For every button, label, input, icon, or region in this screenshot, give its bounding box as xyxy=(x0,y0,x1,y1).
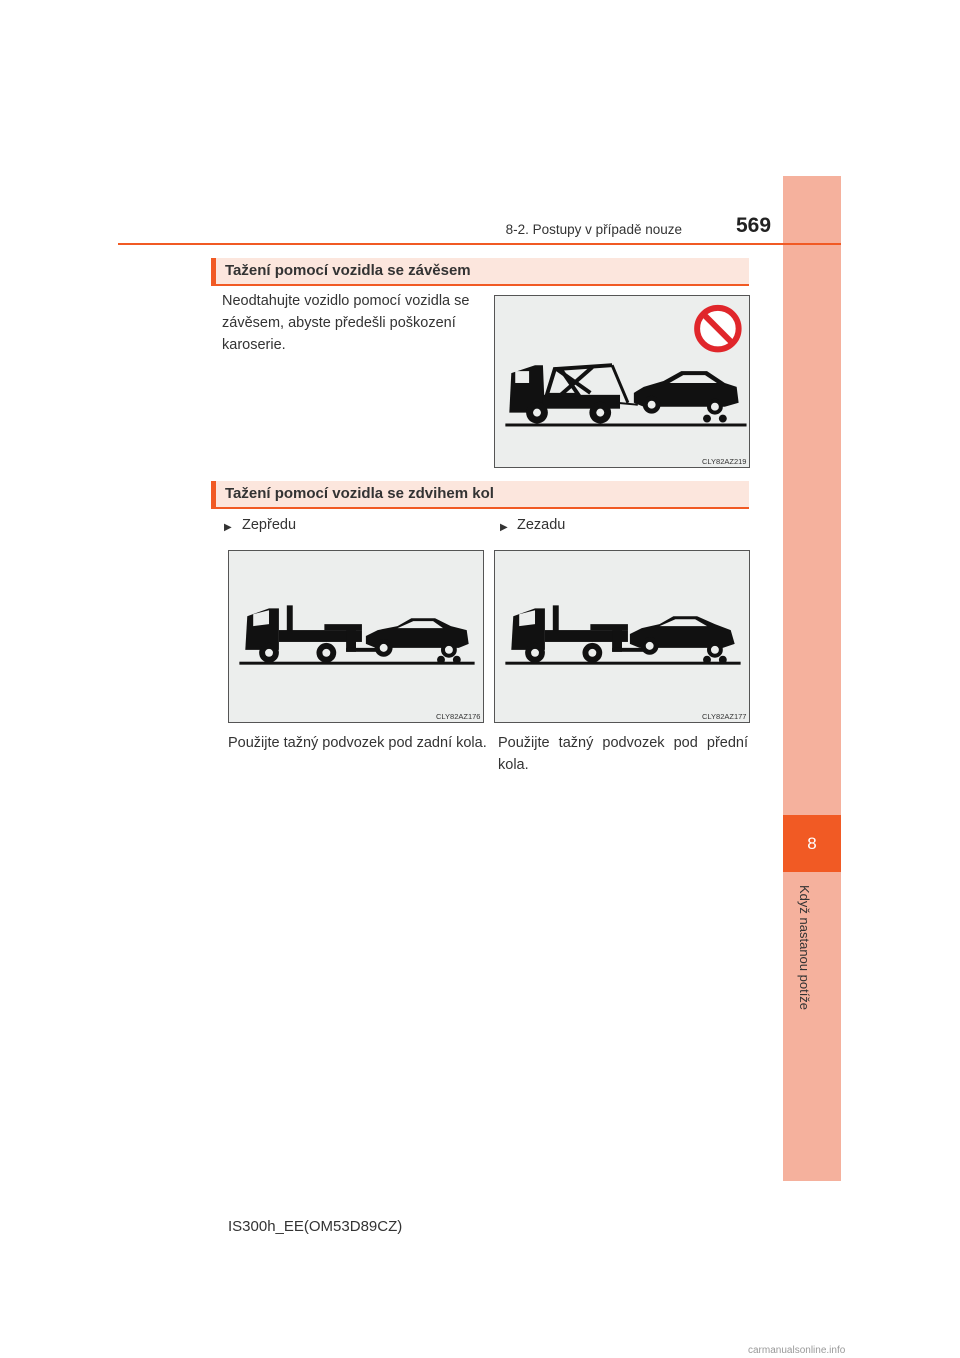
sedan-car-icon xyxy=(366,618,469,663)
sublabel-rear: Zezadu xyxy=(517,517,566,533)
arrow-right-icon: ▶ xyxy=(500,522,508,533)
header-section-title: 8-2. Postupy v případě nouze xyxy=(505,222,682,237)
chapter-title: Když nastanou potíže xyxy=(797,885,812,1011)
page-number: 569 xyxy=(736,214,772,237)
figure-code: CLY82AZ176 xyxy=(436,712,481,721)
wheel-lift-rear-illustration xyxy=(495,551,749,722)
caption-front: Použijte tažný podvozek pod zadní kola. xyxy=(228,735,487,751)
section-text-tow-sling: Neodtahujte vozidlo pomocí vozidla se závěsem, abyste předešli poškození karoserie. xyxy=(222,293,470,353)
wheel-lift-front-illustration xyxy=(229,551,483,722)
tow-truck-icon xyxy=(509,365,637,423)
figure-code: CLY82AZ177 xyxy=(702,712,747,721)
caption-rear: Použijte tažný podvozek pod přední kola. xyxy=(498,735,748,773)
header-divider xyxy=(118,243,841,245)
figure-tow-sling-truck xyxy=(494,295,750,468)
tow-sling-illustration xyxy=(495,296,749,467)
chapter-side-tab xyxy=(783,176,841,1181)
figure-code: CLY82AZ219 xyxy=(702,457,747,466)
tow-truck-icon xyxy=(245,605,377,662)
figure-wheel-lift-front xyxy=(228,550,484,723)
arrow-right-icon: ▶ xyxy=(224,522,232,533)
sublabel-front: Zepředu xyxy=(242,517,297,533)
prohibited-icon xyxy=(697,308,739,350)
section-heading-wheel-lift: Tažení pomocí vozidla se zdvihem kol xyxy=(211,481,749,509)
chapter-number: 8 xyxy=(783,815,841,872)
sedan-car-icon xyxy=(634,371,739,422)
figure-wheel-lift-rear xyxy=(494,550,750,723)
sedan-car-icon xyxy=(630,616,735,663)
footer-model-code: IS300h_EE(OM53D89CZ) xyxy=(228,1218,403,1235)
tow-truck-icon xyxy=(511,605,643,662)
section-heading-tow-sling: Tažení pomocí vozidla se závěsem xyxy=(211,258,749,286)
watermark: carmanualsonline.info xyxy=(748,1345,846,1356)
